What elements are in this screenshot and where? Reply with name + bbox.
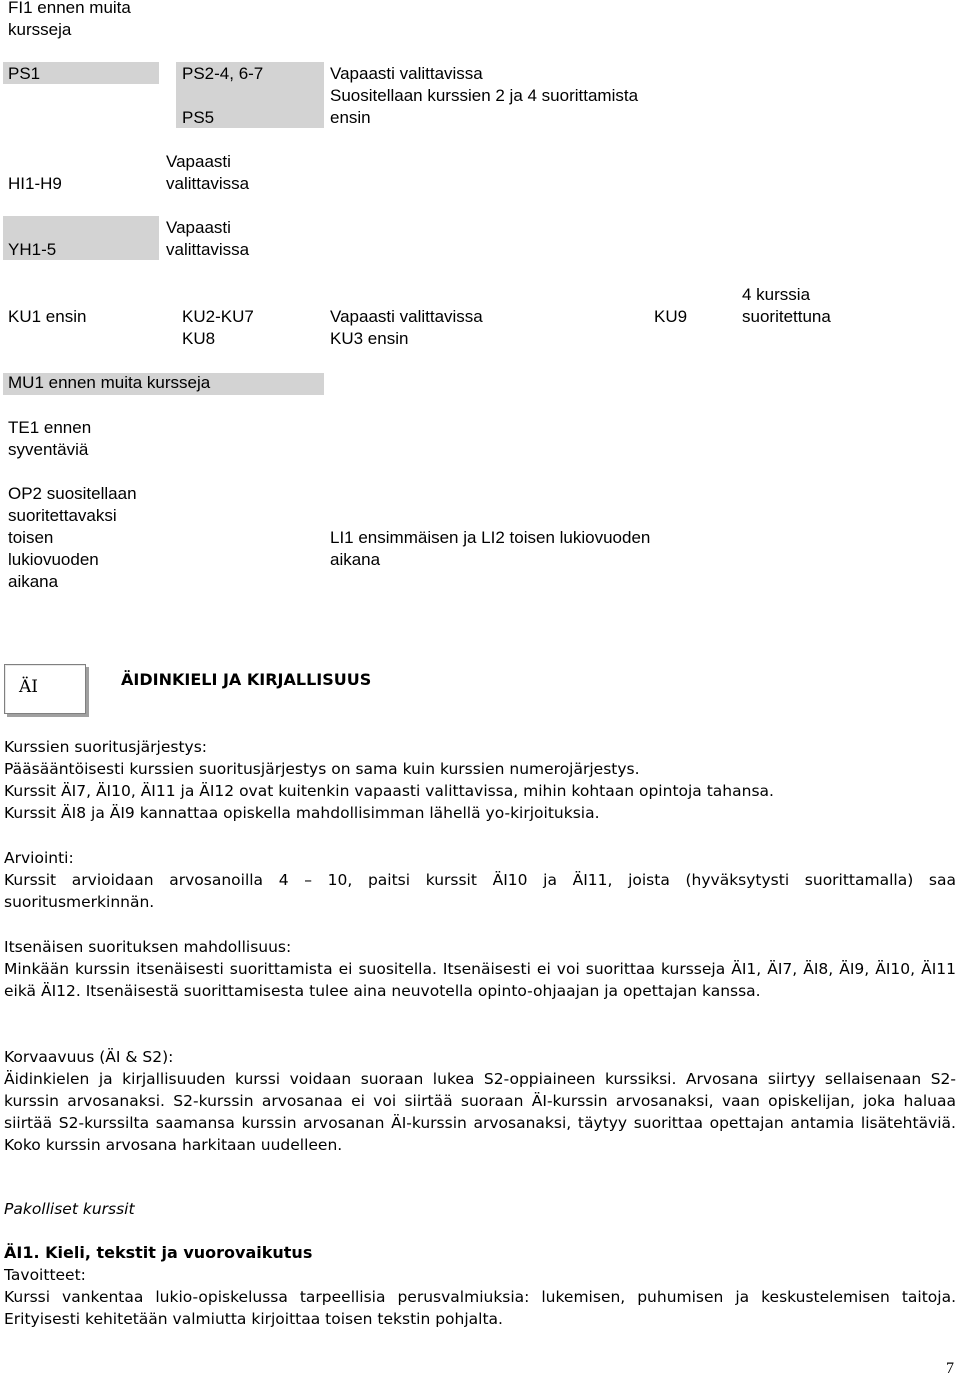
li-line-1: LI1 ensimmäisen ja LI2 toisen lukiovuoden xyxy=(330,528,651,547)
op-line-2: suoritettavaksi xyxy=(8,506,117,525)
hi-note-line-1: Vapaasti xyxy=(166,152,231,171)
op-line-3: toisen xyxy=(8,528,54,547)
te-line-2: syventäviä xyxy=(8,440,89,459)
subject-code-box xyxy=(4,664,86,714)
order-line-1: Pääsääntöisesti kurssien suoritusjärjestys on sama kuin kurssien numerojärjestys. xyxy=(4,760,640,778)
ps-note-line-1: Vapaasti valittavissa xyxy=(330,64,483,83)
ku-done-line-2: suoritettuna xyxy=(742,307,831,326)
mu-label: MU1 ennen muita kursseja xyxy=(8,373,211,392)
yh-note-line-1: Vapaasti xyxy=(166,218,231,237)
ps5-label: PS5 xyxy=(182,108,215,127)
grading-text: Kurssit arvioidaan arvosanoilla 4 – 10, paitsi kurssit ÄI10 ja ÄI11, joista (hyväksytysti suorittamalla) saa suoritusmerkinnän. xyxy=(4,871,956,911)
course-title: ÄI1. Kieli, tekstit ja vuorovaikutus xyxy=(4,1243,313,1262)
ps-note-line-2: Suositellaan kurssien 2 ja 4 suorittamista xyxy=(330,86,639,105)
ku-done-line-1: 4 kurssia xyxy=(742,285,811,304)
ku9-label: KU9 xyxy=(654,307,688,326)
page-number: 7 xyxy=(946,1360,954,1377)
independent-label: Itsenäisen suorituksen mahdollisuus: xyxy=(4,938,292,956)
hi-label: HI1-H9 xyxy=(8,174,62,193)
goals-text: Kurssi vankentaa lukio-opiskelussa tarpeellisia perusvalmiuksia: lukemisen, puhumisen ja keskustelemisen taitoja. Erityisesti kehitetään valmiutta kirjoittaa toisen tekstin pohjalta. xyxy=(4,1288,956,1328)
order-line-2: Kurssit ÄI7, ÄI10, ÄI11 ja ÄI12 ovat kuitenkin vapaasti valittavissa, mihin kohtaan opintoja tahansa. xyxy=(4,782,774,800)
subject-title: ÄIDINKIELI JA KIRJALLISUUS xyxy=(121,670,372,689)
ps-note-line-3: ensin xyxy=(330,108,371,127)
yh-label: YH1-5 xyxy=(8,240,57,259)
op-line-5: aikana xyxy=(8,572,59,591)
ku-note-line-1: Vapaasti valittavissa xyxy=(330,307,483,326)
order-line-3: Kurssit ÄI8 ja ÄI9 kannattaa opiskella mahdollisimman lähellä yo-kirjoituksia. xyxy=(4,804,600,822)
subject-code: ÄI xyxy=(19,677,38,697)
yh-note-line-2: valittavissa xyxy=(166,240,250,259)
equiv-text: Äidinkielen ja kirjallisuuden kurssi voidaan suoraan lukea S2-oppiaineen kurssiksi. Arvosana siirtyy sellaisenaan S2-kurssin arvosanaksi. S2-kurssin arvosanaa ei voi siirtää suoraan ÄI-kurssin arvosanaksi, vaan opiskelijan, joka haluaa siirtää S2-kurssilta saamansa kurssin arvosanan ÄI-kurssin arvosanaksi, täytyy suorittaa opettajan antamia lisätehtäviä. Koko kurssin arvosana harkitaan uudelleen. xyxy=(4,1070,956,1154)
ku1-label: KU1 ensin xyxy=(8,307,87,326)
mandatory-label: Pakolliset kurssit xyxy=(4,1200,135,1218)
ku2-line-1: KU2-KU7 xyxy=(182,307,254,326)
fi1-line-1: FI1 ennen muita xyxy=(8,0,131,17)
fi1-line-2: kursseja xyxy=(8,20,72,39)
op-line-1: OP2 suositellaan xyxy=(8,484,137,503)
te-line-1: TE1 ennen xyxy=(8,418,92,437)
goals-label: Tavoitteet: xyxy=(4,1266,86,1284)
ku-note-line-2: KU3 ensin xyxy=(330,329,409,348)
hi-note-line-2: valittavissa xyxy=(166,174,250,193)
ps1-label: PS1 xyxy=(8,64,41,83)
op-line-4: lukiovuoden xyxy=(8,550,99,569)
order-label: Kurssien suoritusjärjestys: xyxy=(4,738,208,756)
equiv-label: Korvaavuus (ÄI & S2): xyxy=(4,1048,174,1066)
independent-text: Minkään kurssin itsenäisesti suorittamista ei suositella. Itsenäisesti ei voi suorittaa kursseja ÄI1, ÄI7, ÄI8, ÄI9, ÄI10, ÄI11 eikä ÄI12. Itsenäisestä suorittamisesta tulee aina neuvotella opinto-ohjaajan ja opettajan kanssa. xyxy=(4,960,956,1000)
li-line-2: aikana xyxy=(330,550,381,569)
ku2-line-2: KU8 xyxy=(182,329,216,348)
grading-label: Arviointi: xyxy=(4,849,74,867)
ps2-label: PS2-4, 6-7 xyxy=(182,64,264,83)
